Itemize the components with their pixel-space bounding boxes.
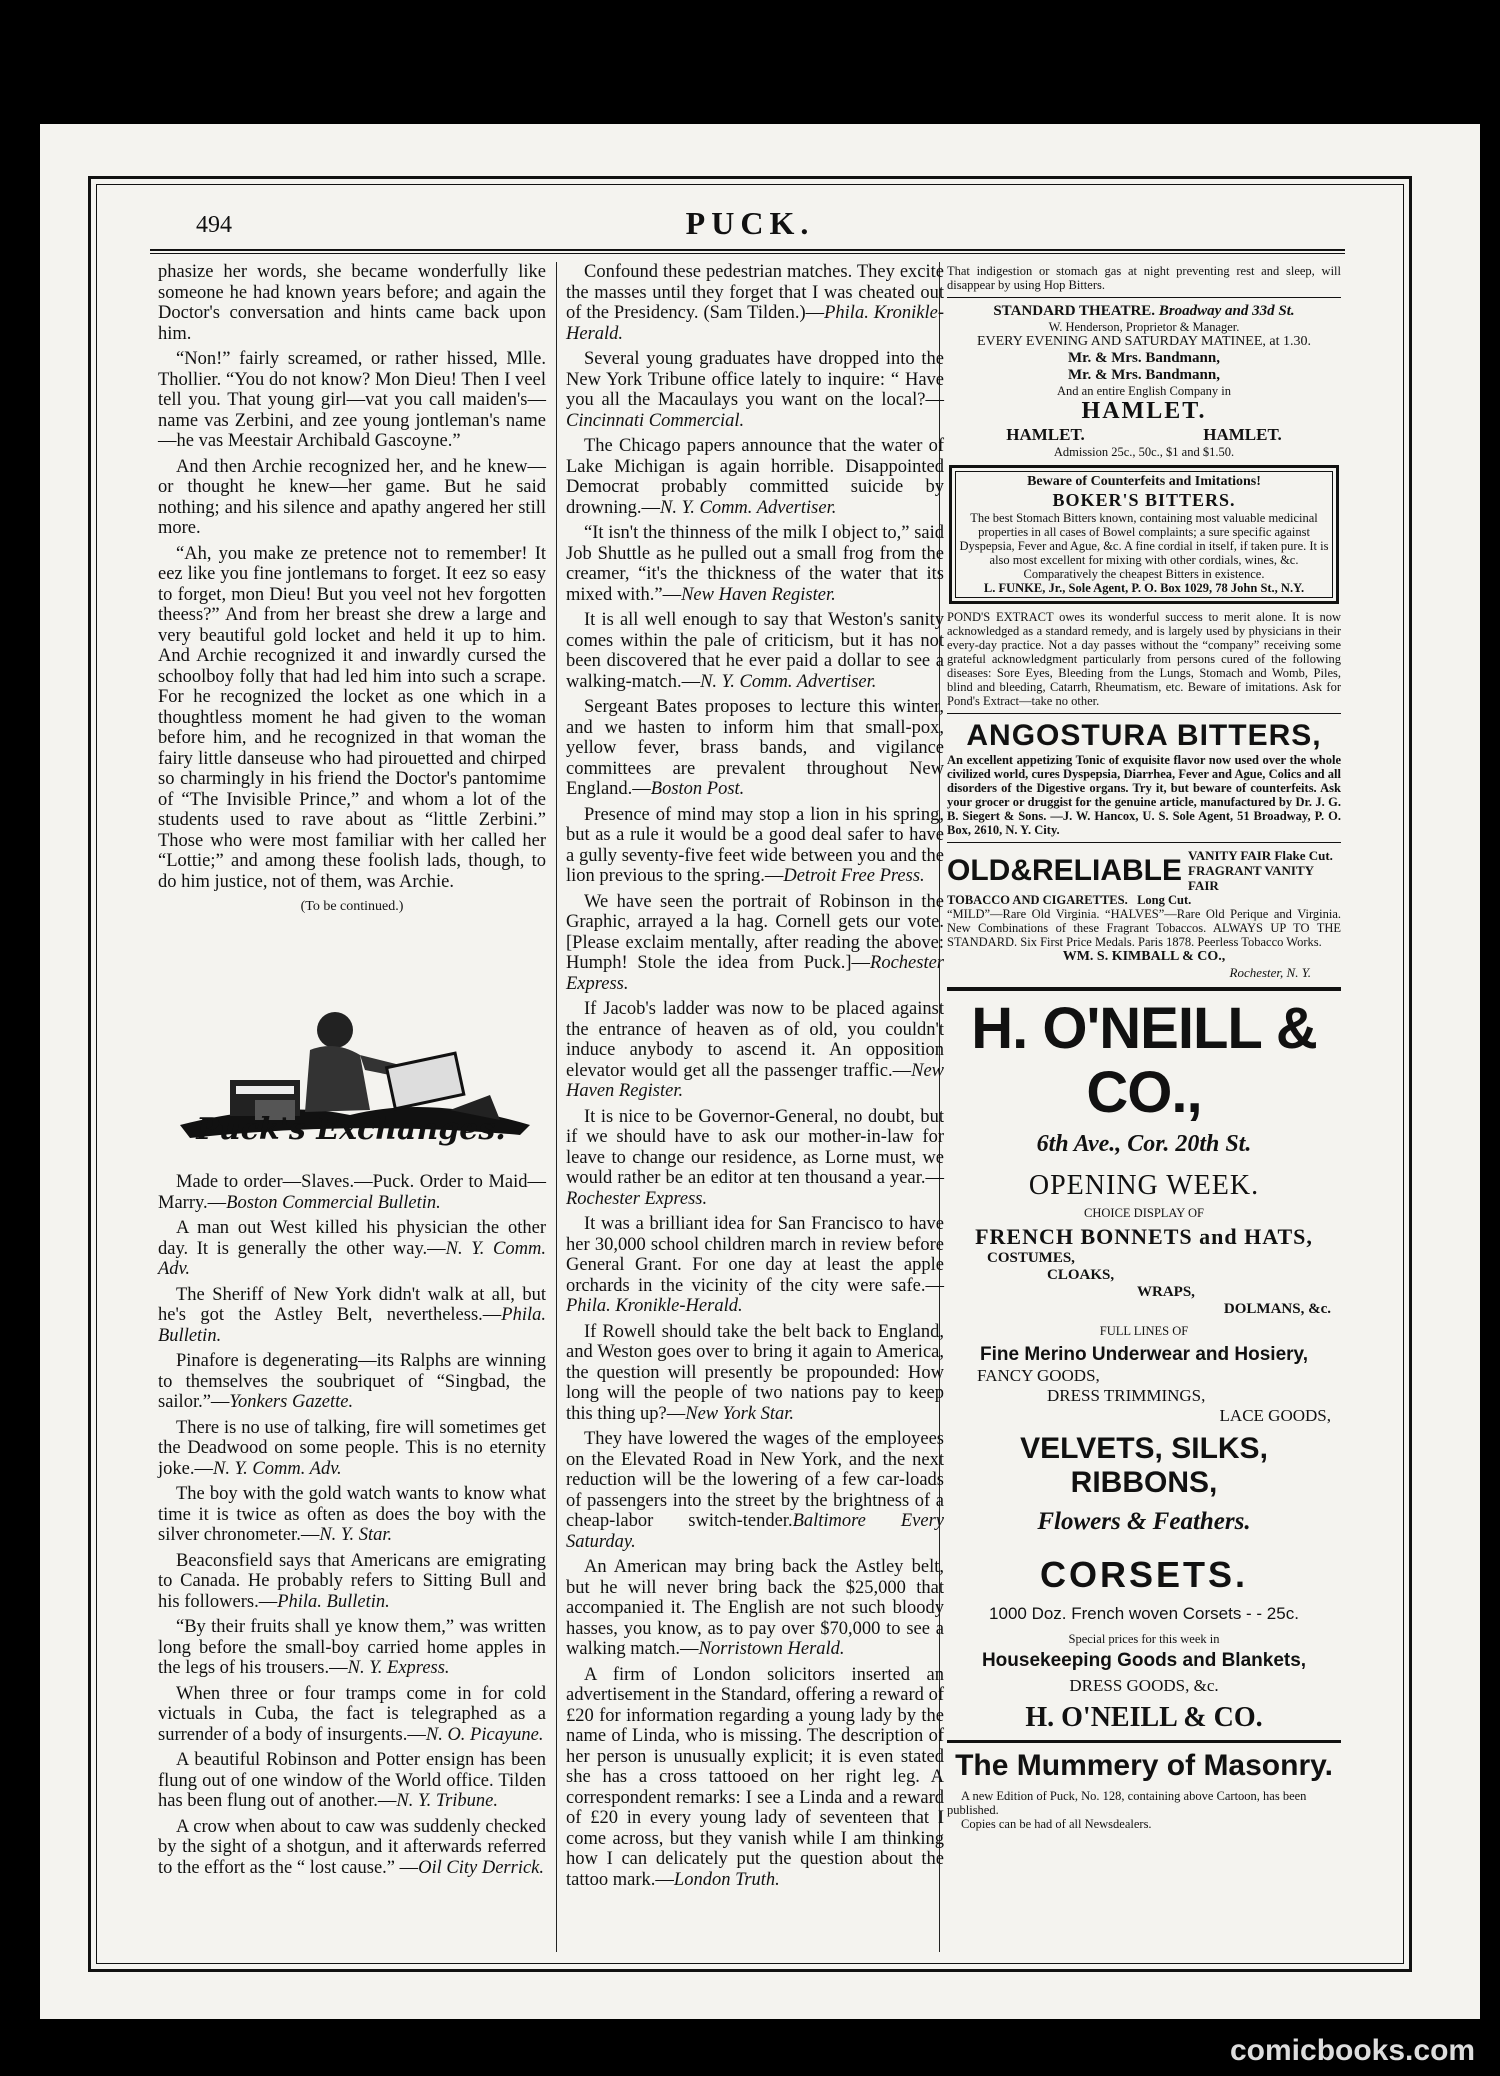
exchange-item <box>158 1418 546 1480</box>
item-text: Beaconsfield says that Americans are emigrating to Canada. He probably refers to Sitting Bull and his followers.— <box>158 1550 546 1612</box>
item-source: N. Y. Tribune. <box>396 1791 499 1811</box>
exchange-item <box>566 697 944 800</box>
theatre-cast: Mr. & Mrs. Bandmann, <box>1068 350 1220 366</box>
item-source: Boston Commercial Bulletin. <box>226 1192 441 1213</box>
hamlet-title: HAMLET. <box>1081 398 1207 424</box>
item-text: Pinafore is degenerating—its Ralphs are winning to themselves the soubriquet of “Singbad, the sailor.”— <box>158 1351 546 1412</box>
boker-agent: L. FUNKE, Jr., Sole Agent, P. O. Box 1029, 78 John St., N.Y. <box>983 581 1305 595</box>
item-source: N. Y. Star. <box>319 1525 393 1545</box>
item-source: Rochester Express. <box>566 1188 708 1209</box>
exchange-item <box>566 610 944 692</box>
exchange-item <box>566 892 944 995</box>
item-text: It is nice to be Governor-General, no doubt, but if we should have to ask our mother-in-law for leave to change our residence, as Lorne must, we would rather be an editor at ten thousand a year.— <box>566 1106 944 1188</box>
old-reliable-ad <box>947 848 1341 981</box>
boker-beware: Beware of Counterfeits and Imitations! <box>1027 474 1261 489</box>
item-text: We have seen the portrait of Robinson in the Graphic, arrayed a la hag. Cornell gets our vote. [Please exclaim mentally, after reading the above: Humph! Stole the idea from Puck.]— <box>566 891 944 973</box>
item-text: The Sheriff of New York didn't walk at all, but he's got the Astley Belt, nevertheless.— <box>158 1284 546 1325</box>
oneill-signature: H. O'NEILL & CO. <box>1025 1702 1263 1733</box>
item-source: Oil City Derrick. <box>418 1857 545 1878</box>
item-source: N. Y. Express. <box>347 1658 450 1678</box>
oneill-address: 6th Ave., Cor. 20th St. <box>1036 1131 1252 1157</box>
exchange-item <box>566 1107 944 1210</box>
item-source: Cincinnati Commercial. <box>566 410 745 431</box>
item-source: Rochester Express. <box>566 953 944 994</box>
exchange-item <box>566 1429 944 1552</box>
exchange-item <box>158 1218 546 1280</box>
edition-notice: A new Edition of Puck, No. 128, containing above Cartoon, has been published. <box>947 1789 1307 1817</box>
hamlet-right: HAMLET. <box>1203 425 1282 444</box>
item-source: Phila. Kronikle-Herald. <box>566 303 944 344</box>
serial-paragraph: “Ah, you make ze pretence not to remember! It eez like you fine jontlemans to forget. It eez so easy to forget, mon Dieu! But you veel not hev forgotten theess?” And from her breast she drew a large and very beautiful gold locket and held it up to him. And Archie recognized it and inwardly cursed the schoolboy folly that had led him into such a scrape. For he recognized the locket as one which in a thoughtless moment he had given to the woman before him, and he recognized in that woman the fairy little danseuse who had pirouetted and chirped so charmingly in his friend the Doctor's pantomime of “The Invisible Prince,” and whom a lot of the students used to rave about as “little Zerbini.” Those who were most familiar with her called her “Lottie;” and among these foolish lads, though, to do him justice, not of them, was Archie. <box>158 543 546 892</box>
exchange-item <box>566 805 944 887</box>
item-source: New Haven Register. <box>681 584 836 605</box>
item-text: A man out West killed his physician the other day. It is generally the other way.— <box>158 1218 546 1259</box>
item-text: The Chicago papers announce that the water of Lake Michigan is again horrible. Disappointed Democrat probably committed suicide by drowning.— <box>566 436 944 518</box>
old-reliable-title: OLD&RELIABLE <box>947 853 1182 887</box>
exchange-item <box>566 436 944 518</box>
exchange-item <box>158 1351 546 1413</box>
exchange-item <box>566 523 944 605</box>
exchange-item <box>566 1665 944 1891</box>
oneill-name: H. O'NEILL & CO., <box>971 996 1317 1125</box>
page-number: 494 <box>196 212 232 238</box>
french-bonnets: FRENCH BONNETS and HATS, <box>975 1224 1313 1249</box>
vanity-fair-fragrant: FRAGRANT VANITY FAIR <box>1188 863 1314 893</box>
costumes: COSTUMES, <box>987 1250 1075 1266</box>
serial-paragraph: “Non!” fairly screamed, or rather hissed, Mlle. Thollier. “You do not know? Mon Dieu! Then I veel tell you. That young girl—vat you call maiden's—name vas Zerbini, and zee young jontleman's name—he vas Meestair Archibald Gascoyne.” <box>158 349 546 451</box>
exchange-item <box>158 1285 546 1347</box>
housekeeping-goods: Housekeeping Goods and Blankets, <box>981 1650 1307 1671</box>
exchange-item <box>158 1172 546 1213</box>
column-exchanges-left <box>158 1172 546 1883</box>
velvets-silks: VELVETS, SILKS, RIBBONS, <box>1020 1432 1268 1499</box>
boker-body: The best Stomach Bitters known, containing most valuable medicinal properties in all cases of Bowel complaints; a sure specific against Dyspepsia, Fever and Ague, &c. A fine cordial in itself, if taken pure. It is also most excellent for mixing with other cordials, wines, &c. Comparatively the cheapest Bitters in existence. <box>959 511 1329 581</box>
item-text: Made to order—Slaves.—Puck. Order to Maid—Marry.— <box>158 1172 546 1213</box>
mummery-title: The Mummery of Masonry. <box>955 1749 1333 1782</box>
angostura-title: ANGOSTURA BITTERS, <box>966 719 1322 752</box>
item-source: London Truth. <box>673 1869 780 1890</box>
item-text: The boy with the gold watch wants to know what time it is twice as often as does the boy with the silver chronometer.— <box>158 1484 546 1545</box>
item-source: N. Y. Comm. Adv. <box>212 1458 342 1479</box>
lace-goods: LACE GOODS, <box>1219 1406 1331 1425</box>
item-text: It was a brilliant idea for San Francisco to have her 30,000 school children march in review before General Grant. For one day at least the apple orchards in the vicinity of the city were safe.— <box>566 1214 944 1296</box>
dolmans: DOLMANS, &c. <box>1223 1301 1331 1317</box>
item-source: Norristown Herald. <box>698 1639 845 1659</box>
copies-notice: Copies can be had of all Newsdealers. <box>961 1817 1152 1831</box>
hop-bitters-ad: That indigestion or stomach gas at night preventing rest and sleep, will disappear by using Hop Bitters. <box>947 264 1341 292</box>
angostura-body: An excellent appetizing Tonic of exquisite flavor now used over the whole civilized world, cures Dyspepsia, Diarrhea, Fever and Ague, Colics and all disorders of the Digestive organs. Try it, but beware of counterfeits. Ask your grocer or druggist for the genuine article, manufactured by Dr. J. G. B. Siegert & Sons. —J. W. Hancox, U. S. Sole Agent, 51 Broadway, P. O. Box, 2610, N. Y. City. <box>947 753 1341 837</box>
watermark: comicbooks.com <box>1230 2034 1476 2067</box>
exchanges-vignette-illustration <box>160 960 546 1190</box>
vanity-fair-flake: VANITY FAIR Flake Cut. <box>1188 848 1333 863</box>
header-rule <box>150 249 1345 251</box>
item-source: N. O. Picayune. <box>425 1724 544 1745</box>
standard-theatre-ad <box>947 303 1341 459</box>
item-text: There is no use of talking, fire will sometimes get the Deadwood on some people. This is no eternity joke.— <box>158 1417 546 1479</box>
theatre-name: STANDARD THEATRE. <box>993 303 1156 319</box>
exchange-item <box>158 1551 546 1613</box>
angostura-ad <box>947 719 1341 837</box>
long-cut: Long Cut. <box>1137 893 1192 907</box>
exchange-item <box>566 1214 944 1317</box>
exchange-item <box>158 1484 546 1546</box>
masthead: PUCK. <box>685 205 815 241</box>
item-text: It is all well enough to say that Weston's sanity comes within the pale of criticism, but it has not been discovered that he ever paid a dollar to see a walking-match.— <box>566 610 944 692</box>
item-text: Sergeant Bates proposes to lecture this winter, and we hasten to inform him that small-pox, yellow fever, brass bands, and vigilance committees are prevalent throughout New England.— <box>566 697 944 799</box>
item-source: N. Y. Comm. Adv. <box>158 1238 546 1279</box>
item-source: Phila. Bulletin. <box>277 1591 390 1612</box>
item-source: Phila. Bulletin. <box>158 1305 546 1346</box>
corsets-line: 1000 Doz. French woven Corsets - - 25c. <box>989 1604 1299 1623</box>
item-text: A crow when about to caw was suddenly checked by the sight of a shotgun, and it afterwards referred to the effort as the “ lost cause.” — <box>158 1816 546 1878</box>
theatre-manager: W. Henderson, Proprietor & Manager. <box>1048 320 1240 334</box>
ad-divider-heavy <box>947 987 1341 991</box>
item-source: N. Y. Comm. Advertiser. <box>660 497 837 518</box>
item-text: Confound these pedestrian matches. They excite the masses until they forget that I was cheated out of the Presidency. (Sam Tilden.)— <box>566 262 944 323</box>
kimball-name: WM. S. KIMBALL & CO., <box>1062 949 1226 964</box>
corsets-heading: CORSETS. <box>1039 1554 1249 1595</box>
exchanges-heading: Puck's Exchanges. <box>196 1112 506 1147</box>
kimball-city: Rochester, N. Y. <box>1229 965 1311 980</box>
ad-divider <box>947 842 1341 843</box>
merino-underwear: Fine Merino Underwear and Hosiery, <box>979 1344 1308 1365</box>
serial-paragraph: And then Archie recognized her, and he knew—or thought he knew—her game. But he said nothing; and his silence and apathy angered her still more. <box>158 456 546 538</box>
item-text: A beautiful Robinson and Potter ensign has been flung out of one window of the World office. Tilden has been flung out of another.— <box>158 1750 546 1811</box>
column-divider <box>556 262 557 1952</box>
theatre-address: Broadway and 33d St. <box>1158 303 1295 319</box>
old-reliable-body: “MILD”—Rare Old Virginia. “HALVES”—Rare Old Perique and Virginia. New Combinations of these Fragrant Tobaccos. ALWAYS UP TO THE STANDARD. Six First Price Medals. Paris 1878. Peerless Tobacco Works. <box>947 907 1341 949</box>
item-text: Several young graduates have dropped into the New York Tribune office lately to inquire: “ Have you all the Macaulays you want on the local?— <box>566 349 944 410</box>
item-source: Phila. Kronikle-Herald. <box>566 1296 743 1316</box>
exchange-item <box>566 999 944 1102</box>
item-text: Presence of mind may stop a lion in his spring, but as a rule it would be a good deal safer to have a gully seventy-five feet wide between you and the lion previous to the spring.— <box>566 804 944 886</box>
theatre-cast: Mr. & Mrs. Bandmann, <box>1068 367 1220 383</box>
theatre-admission: Admission 25c., 50c., $1 and $1.50. <box>1053 445 1235 459</box>
opening-week: OPENING WEEK. <box>1028 1170 1260 1201</box>
item-text: An American may bring back the Astley belt, but he will never bring back the $25,000 that accompanied it. The English are not such bloody hasses, you know, as to pay over $70,000 to see a walking match.— <box>566 1557 944 1659</box>
item-text: If Rowell should take the belt back to England, and Weston goes over to bring it again to America, the question will presently be propounded: How long will the people of two nations pay to keep this thing up?— <box>566 1321 944 1424</box>
bokers-bitters-ad <box>949 465 1339 604</box>
item-text: When three or four tramps come in for cold victuals in Cuba, the fact is telegraphed as a surrender of a body of insurgents.— <box>158 1683 546 1745</box>
column-serial <box>158 262 546 923</box>
fancy-goods: FANCY GOODS, <box>977 1366 1100 1385</box>
ad-divider <box>947 297 1341 298</box>
flowers-feathers: Flowers & Feathers. <box>1037 1508 1251 1535</box>
item-source: Yonkers Gazette. <box>229 1392 354 1412</box>
special-prices: Special prices for this week in <box>1068 1632 1220 1646</box>
theatre-schedule: EVERY EVENING AND SATURDAY MATINEE, at 1.30. <box>976 334 1312 349</box>
exchange-item <box>158 1750 546 1812</box>
exchange-item <box>566 262 944 344</box>
advertisements-column <box>947 262 1341 1831</box>
exchange-item <box>158 1617 546 1679</box>
exchange-item <box>566 1322 944 1425</box>
oneill-ad <box>947 997 1341 1734</box>
cloaks: CLOAKS, <box>1047 1267 1115 1283</box>
full-lines: FULL LINES OF <box>1099 1324 1189 1338</box>
header-rule-thin <box>150 253 1345 254</box>
ponds-extract-ad: POND'S EXTRACT owes its wonderful success to merit alone. It is now acknowledged as a standard remedy, and is largely used by physicians in their every-day practice. Not a day passes without the “company” receiving some grateful acknowledgment particularly from persons cured of the following diseases: Sore Eyes, Bleeding from the Lungs, Stomach and Womb, Piles, blind and bleeding, Catarrh, Rheumatism, etc. Beware of imitations. Ask for Pond's Extract—take no other. <box>947 610 1341 708</box>
ad-divider-heavy <box>947 1740 1341 1743</box>
exchange-item <box>566 1557 944 1660</box>
item-source: N. Y. Comm. Advertiser. <box>700 671 877 692</box>
hamlet-left: HAMLET. <box>1006 425 1085 444</box>
column-exchanges-middle <box>566 262 944 1895</box>
dress-goods: DRESS GOODS, &c. <box>1069 1676 1219 1695</box>
boker-title: BOKER'S BITTERS. <box>1052 490 1236 510</box>
tobacco-cigarettes: TOBACCO AND CIGARETTES. <box>947 893 1128 907</box>
item-text: They have lowered the wages of the employees on the Elevated Road in New York, and the next reduction will be the lowering of a few car-loads of passengers into the street by the brightness of a cheap-labor switch-tender. <box>566 1429 944 1531</box>
exchange-item <box>158 1684 546 1746</box>
exchange-item <box>158 1817 546 1879</box>
item-text: “It isn't the thinness of the milk I object to,” said Job Shuttle as he pulled out a small frog from the creamer, “it's the thickness of the water that its mixed with.”— <box>566 523 944 605</box>
dress-trimmings: DRESS TRIMMINGS, <box>1047 1386 1206 1405</box>
item-source: Detroit Free Press. <box>783 866 925 886</box>
item-source: Boston Post. <box>650 779 745 799</box>
item-text: A firm of London solicitors inserted an advertisement in the Standard, offering a reward of £20 for information regarding a young lady by the name of Linda, who is missing. The description of her person is unusually explicit; it is even stated she has a cross tattooed on her right leg. A correspondent remarks: I see a Linda and a reward of £20 in every young lady of seventeen that I come across, but they vanish while I am thinking how I can delicately put the question about the tattoo mark.— <box>566 1664 944 1890</box>
exchange-item <box>566 349 944 431</box>
ad-divider <box>947 713 1341 714</box>
item-text: “By their fruits shall ye know them,” was written long before the small-boy carried home apples in the legs of his trousers.— <box>158 1617 546 1678</box>
to-be-continued: (To be continued.) <box>300 899 404 914</box>
item-source: New Haven Register. <box>566 1060 944 1101</box>
serial-paragraph: phasize her words, she became wonderfully like someone he had known years before; and again the Doctor's conversation and hints came back upon him. <box>158 262 546 344</box>
item-text: If Jacob's ladder was now to be placed against the entrance of heaven as of old, you couldn't induce anybody to ascend it. An opposition elevator would get all the passenger traffic.— <box>566 999 944 1081</box>
choice-display: CHOICE DISPLAY OF <box>1084 1206 1204 1220</box>
item-source: New York Star. <box>685 1403 795 1424</box>
wraps: WRAPS, <box>1137 1284 1195 1300</box>
item-source: Baltimore Every Saturday. <box>566 1511 944 1552</box>
mummery-ad <box>947 1749 1341 1831</box>
theatre-company: And an entire English Company in <box>1057 384 1231 398</box>
